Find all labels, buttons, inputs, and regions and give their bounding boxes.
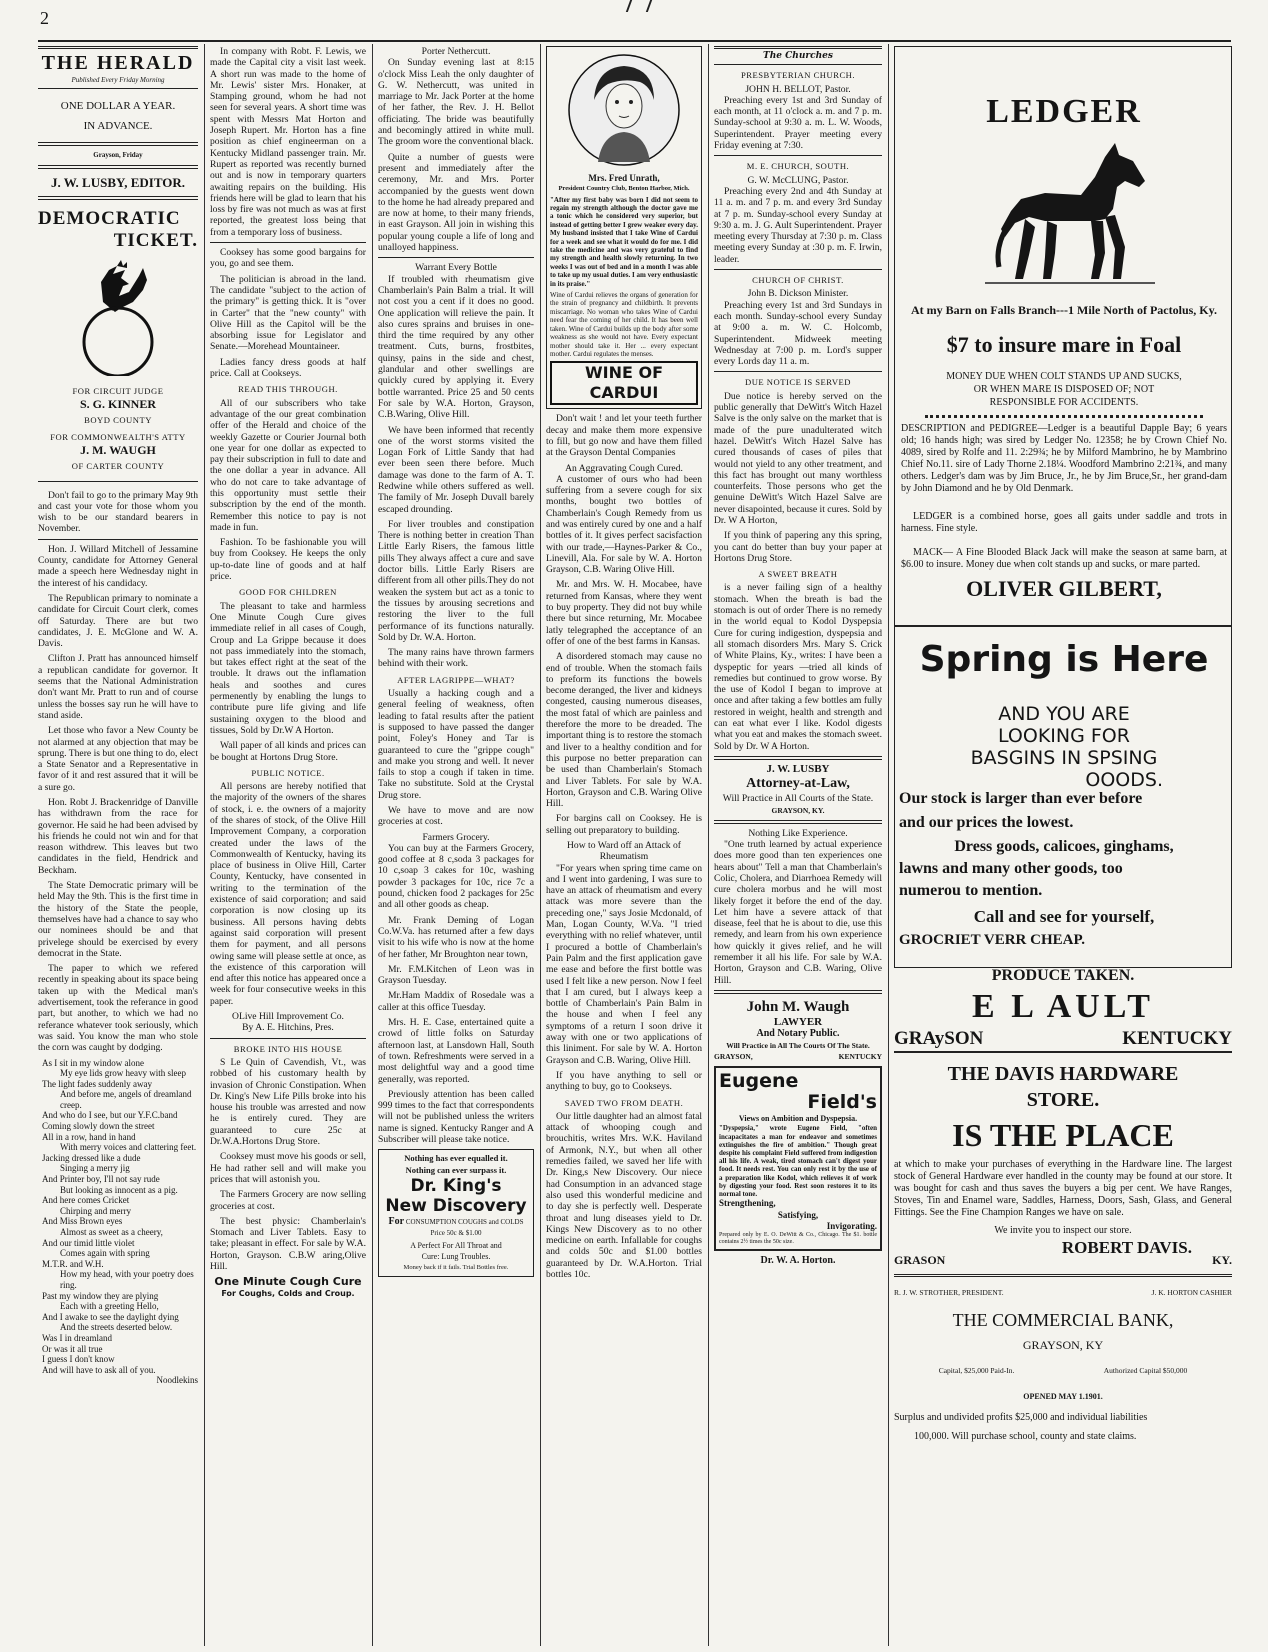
poem-line: How my head, with your poetry does ring.: [60, 1269, 194, 1290]
mack-notice: MACK— A Fine Blooded Black Jack will make the season at same barn, at $6.00 to insure. Money due when colt stands up and sucks, or mare parted.: [901, 547, 1227, 570]
article-paragraph: The State Democratic primary will be held May the 9th. This is the first time in the history of the State the people, themselves have had a chance to say who our nominees should be and that privelege should be exercised by every democrat in the State.: [38, 880, 198, 959]
owner-name: OLIVER GILBERT,: [966, 576, 1162, 601]
article-paragraph: For liver troubles and constipation There is nothing better in creation Than Little Early Risers, the famous little pills They always affect a cure and save doctor bills. Little Early Risers are different from all other pills.They do not weaken the system but act as a tonic to the tissues by arousing secretions and restoring the liver to the full performance of its functions naturally. Sold by Dr. W.A. Horton.: [378, 518, 534, 643]
divider: [38, 165, 198, 169]
article-paragraph: Cooksey must move his goods or sell, He had rather sell and will make you prices that will astonish you.: [210, 1151, 366, 1185]
article-paragraph: A customer of ours who had been suffering from a severe cough for six months, bought two bottles of Chamberlain's Cough Remedy from us and was entirely cured by one and a half bottles of it. It gives perfect sacisfaction with our trade,—Haynes-Parker & Co., Linevill, Ala. For sale by W. A. Horton Grayson, C.B. Waring Olive Hill.: [546, 473, 702, 576]
divider: [714, 371, 882, 372]
portrait: [550, 50, 698, 173]
column-2: [210, 46, 366, 1644]
ledger-title: LEDGER: [986, 93, 1142, 130]
section-heading: Warrant Every Bottle: [415, 262, 497, 274]
column-6: [894, 46, 1232, 1644]
article-paragraph: Mr. Frank Deming of Logan Co.W.Va. has returned after a few days visit to his wife who is now at the home of her father, Mr Broughton near town,: [378, 914, 534, 960]
divider: [714, 269, 882, 270]
dateline: Grayson, Friday: [93, 150, 143, 159]
judge-name: S. G. KINNER: [79, 397, 156, 412]
lusby-card-location: GRAYSON, KY.: [771, 805, 825, 815]
lusby-card-title: Attorney-at-Law,: [746, 776, 850, 792]
ledger-description: LEDGER is a combined horse, goes all gaits under saddle and trots in harness. Fine style.: [901, 511, 1227, 534]
churches-heading: The Churches: [714, 46, 882, 65]
subscription-price: ONE DOLLAR A YEAR.: [60, 100, 176, 113]
eugene-field-ad: [714, 1066, 882, 1251]
article-paragraph: Let those who favor a New County be not alarmed at any objection that may be sprung. There is but one thing to do, elect a State Senator and a Representative in favor of it and rest assured that it will be a sure go.: [38, 725, 198, 793]
article-paragraph: In company with Robt. F. Lewis, we made the Capital city a visit last week. A short run was made to the home of Mr. Lewis' sister Mrs. Honaker, at Stamping ground, whom he had not seen for several years. A short time was spent with Messrs Mat Horton and Joseph Rupert. Mr. Horton has a fine position as chief engineerman on a Kentucky Midland passenger train. Mr. Rupert as reported was recently burned out and is now in temporary quarters awaiting repairs on the building. His friends here will be glad to learn that his loss by fire was not much as was at first reported, the greatest loss being that from a temporary loss of business.: [210, 46, 366, 238]
wine-of-cardui-banner: WINE OF CARDUI: [550, 361, 698, 405]
davis-title: THE DAVIS HARDWARE: [947, 1062, 1179, 1085]
section-heading: READ THIS THROUGH.: [238, 384, 338, 395]
ad-for: For: [388, 1215, 405, 1227]
divider: [714, 155, 882, 156]
bank-opened: OPENED MAY 1.1901.: [1023, 1391, 1103, 1401]
atty-county: OF CARTER COUNTY: [71, 461, 165, 472]
rooster-emblem: [38, 256, 198, 379]
poem-line: Each with a greeting Hello,: [60, 1301, 159, 1312]
cough-cure-ad-sub: For Coughs, Colds and Croup.: [221, 1288, 355, 1298]
article-paragraph: If you have anything to sell or anything to buy, go to Cookseys.: [546, 1069, 702, 1093]
article-paragraph: Ladies fancy dress goods at half price. Call at Cookseys.: [210, 356, 366, 380]
poem-line: Almost as sweet as a cheery,: [60, 1227, 163, 1238]
article-paragraph: Due notice is hereby served on the public generally that DeWitt's Witch Hazel Salve is the only salve on the market that is made of the pure unadulterated witch hazel. DeWitt's Witch Hazel Salve has cured thousands of cases of piles that would not yield to any other treatment, and this fact has brought out many worthless counterfeits. Those persons who get the genuine DeWitt's Witch Hazel Salve are never disapointed, because it cures. Sold by Dr. W A Horton,: [714, 390, 882, 526]
poem-line: And here comes Cricket: [42, 1195, 130, 1206]
page-crease: [626, 0, 652, 12]
ault-city: GRAySON: [894, 1028, 984, 1050]
section-heading: SAVED TWO FROM DEATH.: [564, 1097, 684, 1108]
stock-line: Our stock is larger than ever before: [899, 790, 1143, 807]
section-heading: How to Ward off an Attack of Rheumatism: [567, 840, 681, 863]
column-1: [38, 46, 198, 1644]
masthead: THE HERALD: [41, 52, 195, 74]
editor-name: J. W. LUSBY, EDITOR.: [50, 175, 186, 191]
in-advance: IN ADVANCE.: [83, 119, 153, 132]
article-paragraph: "One truth learned by actual experience does more good than ten experiences one hears about" Tell a man that Chamberlain's Colic, Cholera, and Diarrhoea Remedy will cure cholera morbus and he will most likely forget it before the end of the day. Let him have a severe attack of that disease, feel that he is about to die, use this remedy, and learn from his own experience how quickly it gives relief, and he will remember it all his life. For sale by W.A. Horton, Grayson and C.B. Waring, Olive Hill.: [714, 839, 882, 986]
article-heading: Porter Nethercutt.: [421, 46, 491, 57]
column-rule: [204, 44, 205, 1646]
article-paragraph: The Republican primary to nominate a candidate for Circuit Court clerk, comes off Saturday. There are but two candidates, J. E. McGlone and W. A. Davis.: [38, 592, 198, 650]
article-paragraph: Previously attention has been called 999 times to the fact that correspondents will not be published unless the writers name is signed. Kentucky Ranger and A Subscriber will please take notice.: [378, 1088, 534, 1146]
article-paragraph: For bargins call on Cooksey. He is selling out preparatory to building.: [546, 813, 702, 836]
divider: [714, 820, 882, 824]
article-paragraph: Our little daughter had an almost fatal attack of whooping cough and brouchitis, writes Mrs. W.K. Haviland of Armonk, N.Y., but when all other remedies failed, we saved her life with Dr. King,s New Discovery. Our niece had Consumption in an advanced stage also used this wonderful medicine and to day she is perfectly well. Desperate throat and lung diseases yield to Dr. Kings New Discovery as to no other medicine on earth. Infallable for coughs and colds 50c and $1.00 bottles guaranteed by Dr. W.A.Horton. Trial bottles 10c.: [546, 1110, 702, 1280]
section-heading: AFTER LAGRIPPE—WHAT?: [397, 674, 515, 685]
ault-location: [894, 1028, 1232, 1050]
poem-line: Past my window they are plying: [42, 1290, 159, 1301]
poem-line: Was I in dreamland: [42, 1332, 113, 1343]
article-paragraph: Mr.Ham Maddix of Rosedale was a caller at this office Tuesday.: [378, 990, 534, 1013]
article-paragraph: Fashion. To be fashionable you will buy from Cooksey. He keeps the only up-to-date line of goods and at half price.: [210, 537, 366, 583]
article-paragraph: Don't fail to go to the primary May 9th and cast your vote for those whom you wish to be our standard bearers in November.: [38, 489, 198, 535]
cardui-ad: [546, 46, 702, 409]
column-rule: [540, 44, 541, 1646]
terms-line: OR WHEN MARE IS DISPOSED OF; NOT: [973, 384, 1155, 395]
pedigree: DESCRIPTION and PEDIGREE—Ledger is a beautiful Dapple Bay; 6 years old; 16 hands high; was sired by Ledger No. 12358; he by Crown Chief No. 4089, sired by Rolfe and 11. 2:29¾; he by Milford Mambrino, he by Mambrino Chief No.11. sire of Lady Thorne 2.18¼. Woodford Mambrino 2:21¾, and many others. Ledger's dam was by Jim Bruce, Jr., he by Jim Bruce,Sr., her grand-dam by John Diamond and he by Old Denmark.: [901, 423, 1227, 494]
poem-line: And Miss Brown eyes: [42, 1216, 123, 1227]
dr-kings-ad: [378, 1149, 534, 1277]
spring-headline: Spring is Here: [919, 639, 1209, 680]
ad-tagline: Nothing can ever surpass it.: [405, 1164, 507, 1175]
cough-cure-ad-title: One Minute Cough Cure: [214, 1275, 362, 1289]
column-3: [378, 46, 534, 1644]
horse-icon: [985, 137, 1155, 287]
church-pastor: JOHN H. BELLOT, Pastor.: [745, 83, 851, 95]
poem-line: And Printer boy, I'll not say rude: [42, 1174, 160, 1185]
terms-line: MONEY DUE WHEN COLT STANDS UP AND SUCKS,: [946, 371, 1182, 382]
notice-signature: OLive Hill Improvement Co.: [232, 1011, 344, 1023]
judge-county: BOYD COUNTY: [84, 415, 152, 426]
church-schedule: Preaching every 1st and 3rd Sunday of each month, at 11 o'clock a. m. and 7 p. m. Sunday-school at 9:30 a. m. L. W. Woods, Superintendent. Prayer meeting every Friday evening at 7:30.: [714, 94, 882, 152]
bank-capital-authorized: Authorized Capital $50,000: [1103, 1366, 1188, 1376]
page-number: 2: [40, 8, 49, 28]
ad-title: Field's: [807, 1091, 877, 1114]
divider: [378, 257, 534, 258]
article-paragraph: Quite a number of guests were present and immediately after the ceremony, Mr. and Mrs. Porter accompanied by the guests went down to the home he had already prepared and are now at home, to their many friends, in east Grayson. All join in wishing this popular young couple a life of long and unalloyed happiness.: [378, 151, 534, 254]
article-paragraph: You can buy at the Farmers Grocery, good coffee at 8 c,soda 3 packages for 10 c,soap 3 cakes for 10c, washing powder 3 packages for 10c, rice 7c a pound, chicken food 2 packages for 25c and all other goods as cheap.: [378, 842, 534, 911]
spring-line: LOOKING FOR: [998, 725, 1130, 747]
ault-state: KENTUCKY: [1122, 1028, 1232, 1050]
article-paragraph: S Le Quin of Cavendish, Vt., was robbed of his customary health by invasion of Chronic Constipation. When Dr. King's New Life Pills broke into his house his trouble was arrested and now he is entirely cured. They are guaranteed to cure 25c at Dr.W.A.Hortons Drug Store.: [210, 1056, 366, 1148]
article-paragraph: Mr. F.M.Kitchen of Leon was in Grayson Tuesday.: [378, 963, 534, 987]
ticket-heading-2: TICKET.: [113, 230, 198, 252]
section-heading: DUE NOTICE IS SERVED: [745, 377, 851, 388]
waugh-state: KENTUCKY: [838, 1051, 882, 1061]
bank-surplus: Surplus and undivided profits $25,000 and individual liabilities: [894, 1411, 1148, 1423]
grocery-line: GROCRIET VERR CHEAP.: [899, 932, 1086, 948]
waugh-card-sub: And Notary Public.: [756, 1028, 840, 1040]
article-paragraph: Don't wait ! and let your teeth further decay and make them more expensive to fill, but go now and have them filled at the Grayson Dental Companies: [546, 413, 702, 459]
ad-title: Dr. King's: [410, 1175, 502, 1196]
church-name: M. E. CHURCH, SOUTH.: [746, 161, 850, 172]
article-paragraph: Wall paper of all kinds and prices can be bought at Hortons Drug Store.: [210, 740, 366, 763]
poem-line: Coming slowly down the street: [42, 1121, 155, 1132]
article-paragraph: Clifton J. Pratt has announced himself a republican candidate for governor. It seems that the National Administration don't want Mr. Pratt to run and of course unless the bosses say run he will have to stand aside.: [38, 653, 198, 721]
ad-prep: Prepared only by E. O. DeWitt & Co., Chicago. The $1. bottle contains 2½ times the 50c size.: [719, 1232, 877, 1246]
ad-slogan: Strengthening,: [719, 1198, 776, 1209]
ad-for-line: [382, 1216, 530, 1240]
divider: [714, 756, 882, 760]
section-heading: Nothing Like Experience.: [748, 827, 848, 839]
divider: [38, 539, 198, 540]
notice-signature: By A. E. Hitchins, Pres.: [242, 1022, 334, 1034]
article-paragraph: is a never failing sign of a healthy stomach. When the breath is bad the stomach is out of order There is no remedy in the world equal to Kodol Dyspepsia Cure for curing indigestion, dyspepsia and all stomach disorders Mrs. Mary S. Crick of White Plains, Ky., writes: I have been a dyspeptic for years —tried all kinds of remedies but continued to grow worse. By the use of Kodol I began to improve at once and after taking a few bottles am fully restored in weight, health and strength and can eat what ever I like. Kodol digests what you eat and makes the stomach sweet. Sold by Dr. W A Horton.: [714, 582, 882, 752]
article-paragraph: The paper to which we refered recently in speaking about its space being taken up with the Medical man's advertisement, took the referance in good part, but another, to which we had no referance whatever took seriously, which was said. You know the man who stole the corn was caught by dodging.: [38, 963, 198, 1054]
poem-line: And the streets deserted below.: [60, 1322, 173, 1333]
stock-line: and our prices the lowest.: [899, 814, 1074, 831]
atty-name: J. M. WAUGH: [80, 442, 156, 457]
insure-price: $7 to insure mare in Foal: [946, 332, 1182, 357]
ad-subtitle: Views on Ambition and Dyspepsia.: [738, 1114, 858, 1124]
spring-line: OOODS.: [1085, 769, 1163, 791]
ads-block: [894, 46, 1232, 968]
article-paragraph: We have been informed that recently one of the worst storms visited the Logan Fork of Little Sandy that had ever been seen there before. Much damage was done to the farm of A. T. Redwine while others suffered as well. The family of Mr. Joseph Duvall barely escaped drounding.: [378, 424, 534, 515]
terms-line: RESPONSIBLE FOR ACCIDENTS.: [989, 397, 1139, 408]
bank-officers: [894, 1287, 1232, 1298]
section-heading: GOOD FOR CHILDREN: [239, 587, 337, 598]
column-rule: [708, 44, 709, 1646]
divider: [38, 142, 198, 146]
poem-line: And our timid little violet: [42, 1237, 135, 1248]
section-heading: A SWEET BREATH: [758, 569, 838, 580]
poem: [38, 1058, 198, 1386]
section-heading: BROKE INTO HIS HOUSE: [233, 1043, 343, 1054]
waugh-city: GRAYSON,: [714, 1051, 753, 1061]
ornament-rule: [925, 415, 1203, 418]
article-paragraph: Hon. J. Willard Mitchell of Jessamine County, candidate for Attorney General made a speech here Wednesday night in the interest of his candidacy.: [38, 543, 198, 589]
goods-line: Dress goods, calicoes, ginghams,: [954, 838, 1174, 855]
davis-headline: IS THE PLACE: [952, 1116, 1174, 1153]
portrait-subcaption: President Country Club, Benton Harbor, Mich.: [558, 184, 690, 192]
poem-line: And who do I see, but our Y.F.C.band: [42, 1110, 178, 1121]
article-paragraph: A disordered stomach may cause no end of trouble. When the stomach fails to preform its functions the bowels become deranged, the liver and kidneys congested, causing numerous diseases, the most fatal of which are painless and therefore the more to be dreaded. The important thing is to restore the stomach and liver to a healthy condition and for this purpose no better preparation can be used than Chamberlain's Stomach and Liver Tablets. For sale by W.A. Horton, Grayson and C.B. Waring Olive Hill.: [546, 651, 702, 810]
goods-line: lawns and many other goods, too: [899, 860, 1123, 877]
poem-line: But looking as innocent as a pig.: [60, 1184, 178, 1195]
church-schedule: Preaching every 1st and 3rd Sundays in each month. Sunday-school every Sunday at 9:00 a. m. W. C. Holcomb, Superintendent. Midweek meeting Wednesday at 7:00 p. m. Lord's supper every Lords day 11 a. m.: [714, 299, 882, 368]
bank-capital-paid: Capital, $25,000 Paid-In.: [938, 1366, 1015, 1376]
church-name: PRESBYTERIAN CHURCH.: [740, 70, 856, 81]
poem-line: Comes again with spring: [60, 1248, 150, 1259]
section-heading: PUBLIC NOTICE.: [251, 767, 325, 778]
waugh-card-title: LAWYER: [773, 1015, 823, 1028]
poem-line: And before me, angels of dreamland creep.: [60, 1089, 192, 1110]
poem-line: M.T.R. and W.H.: [42, 1258, 104, 1269]
bank-cashier: J. K. HORTON CASHIER: [1151, 1288, 1232, 1298]
ad-slogan: Satisfying,: [777, 1209, 819, 1220]
barn-location: At my Barn on Falls Branch---1 Mile North of Pactolus, Ky.: [911, 303, 1217, 317]
waugh-card-location: [714, 1051, 882, 1062]
bank-president: R. J. W. STROTHER, PRESIDENT.: [894, 1288, 1004, 1298]
atty-label: FOR COMMONWEALTH'S ATTY: [50, 431, 186, 442]
davis-body: at which to make your purchases of everything in the Hardware line. The largest stock of General Hardware ever handled in the county may be found at our store. It was bought for cash and thus saves the buyers a big per cent. We have Ranges, Stoves, Tin and Enamel ware, Saddles, Harness, Doors, Sash, Glass, and General Fittings. See the Fine Champion Ranges we have on sale.: [894, 1158, 1232, 1218]
divider: [714, 990, 882, 994]
column-rule: [888, 44, 889, 1646]
divider: [895, 625, 1232, 627]
poem-line: All in a row, hand in hand: [42, 1131, 136, 1142]
produce-line: PRODUCE TAKEN.: [991, 967, 1135, 984]
church-pastor: G. W. McCLUNG, Pastor.: [747, 174, 849, 186]
rooster-icon: [73, 256, 163, 376]
masthead-block: [38, 46, 198, 89]
ad-seller: Dr. W. A. Horton.: [760, 1255, 836, 1267]
poem-line: And I awake to see the daylight dying: [42, 1311, 179, 1322]
article-paragraph: The politician is abroad in the land. The candidate "subject to the action of the primary" is getting thick. It is "over in Carter" that the "new county" with Olive Hill as the Capitol will be the absorbing issue for Legislator and Senate.—Morehead Mountaineer.: [210, 273, 366, 353]
ad-price: Price 50c & $1.00: [430, 1229, 482, 1238]
lusby-card-name: J. W. LUSBY: [766, 762, 830, 775]
ad-title: Eugene: [719, 1070, 799, 1093]
spring-line: AND YOU ARE: [998, 703, 1130, 725]
article-paragraph: On Sunday evening last at 8:15 o'clock Miss Leah the only daughter of G. W. Nethercutt, was united in marriage to Mr. Jack Porter at the home of her father, the Rev. J. H. Bellot officiating. The bride was beautifully and becomingly attired in white mull. The groom wore the conventional black.: [378, 57, 534, 148]
church-schedule: Preaching every 2nd and 4th Sunday at 11 a. m. and 7 p. m. and every 3rd Sunday at 7 p. m. Sunday-school every Sunday at 9:30 a. m. J. G. Ault Superintendent. Prayer meeting every Thursday at 7:30 p. m. Class meeting every Sunday at :30 p. m. F. Irwin, leader.: [714, 185, 882, 265]
article-paragraph: If troubled with rheumatism give Chamberlain's Pain Balm a trial. It will not cost you a cent if it does no good. One application will relieve the pain. It also cures sprains and bruises in one-third the time required by any other treatment. Cuts, burns, frostbites, quinsy, pains in the side and chest, glandular and other swellings are quickly cured by applying it. Every bottle warranted. Price 25 and 50 cents For sale by W.A. Horton, Grayson, C.B.Waring, Olive Hill.: [378, 273, 534, 421]
poem-line: I guess I don't know: [42, 1354, 115, 1365]
davis-city: GRASON: [894, 1253, 946, 1268]
article-paragraph: Mrs. H. E. Case, entertained quite a crowd of little folks on Saturday afternoon last, at Lansdown Hall, South of town. Refreshments were served in a most delightful way and a good time generally, was reported.: [378, 1017, 534, 1085]
notice-signature: Farmers Grocery.: [422, 831, 490, 843]
divider: [894, 1274, 1232, 1277]
column-4: [546, 46, 702, 1644]
published-line: Published Every Friday Morning: [71, 76, 165, 84]
article-paragraph: Mr. and Mrs. W. H. Mocabee, have returned from Kansas, where they went to buy property. They did not buy while there but since returning, Mr. Mocabee latly telegraphed the acceptance of an offer of one of the best farms in Kansas.: [546, 579, 702, 647]
poem-line: Singing a merry jig: [60, 1163, 130, 1174]
poem-line: As I sit in my window alone: [42, 1057, 144, 1068]
ad-body: "Dyspepsia," wrote Eugene Field, "often incapacitates a man for endeavor and sometimes extinguishes the fire of ambition." Though great despite his complaint Field suffered from indigestion all his life. A weak, tired stomach can't digest your food. It needs rest. You can only rest it by the use of a preparation like Kodol, which relieves it of work by digesting your food. Rest soon restores it to its normal tone.: [719, 1124, 877, 1199]
goods-line: numerou to mention.: [899, 882, 1043, 899]
poem-line: Chirping and merry: [60, 1205, 131, 1216]
church-pastor: John B. Dickson Minister.: [747, 288, 849, 300]
testimonial: "After my first baby was born I did not seem to regain my strength although the doctor gave me a tonic which he considered very superior, but instead of getting better I grew weaker every day. My husband insisted that I take Wine of Cardui for a week and see what it would do for me. I did take the medicine and was very grateful to find my strength and health slowly returning. In two weeks I was out of bed and in a month I was able to take up my usual duties. I am very enthusiastic in its praise.": [550, 195, 698, 288]
davis-owner: ROBERT DAVIS.: [1061, 1237, 1192, 1257]
poem-line: With merry voices and clattering feet.: [60, 1142, 197, 1153]
article-paragraph: We have to move and are now groceries at cost.: [378, 805, 534, 828]
ad-tagline: Nothing has ever equalled it.: [404, 1153, 508, 1164]
ad-cure-line: A Perfect For All Throat and: [410, 1240, 502, 1250]
poem-line: My eye lids grow heavy with sleep: [60, 1068, 186, 1079]
davis-state: KY.: [1212, 1253, 1232, 1268]
portrait-caption: Mrs. Fred Unrath,: [588, 173, 660, 184]
ticket-heading-1: DEMOCRATIC: [38, 208, 181, 230]
article-paragraph: All of our subscribers who take advantage of the our great combination offer of the Herald and choice of the weekly Gazette or Courier Journal both one year for one dollar as expected to pay their subscription in full to date and the one dollar a year in advance. All who do not care to take advantage of this opportunity must settle their subscription by the end of the month. Remember this notice to pay is not made in fun.: [210, 397, 366, 533]
church-name: CHURCH OF CHRIST.: [752, 275, 844, 286]
divider: [210, 1038, 366, 1039]
bank-location: GRAYSON, KY: [1022, 1338, 1104, 1353]
article-paragraph: Hon. Robt J. Brackenridge of Danville has withdrawn from the race for governor. He said he had been advised by his friends he could not win and for that reason withdrew. This leaves but two candidates in the field, Hendrick and Beckham.: [38, 796, 198, 876]
waugh-card-text: Will Practice in All The Courts Of The State.: [726, 1040, 870, 1050]
article-paragraph: The best physic: Chamberlain's Stomach and Liver Tablets. Easy to take; pleasant in effect. For sale by W.A. Horton, Grayson. C.B.W aring,Olive Hill.: [210, 1215, 366, 1272]
poem-line: And will have to ask all of you.: [42, 1364, 156, 1375]
divider: [38, 196, 198, 200]
bank-capital: [894, 1365, 1232, 1376]
davis-title: STORE.: [1026, 1088, 1100, 1111]
call-line: Call and see for yourself,: [973, 907, 1155, 926]
article-paragraph: The Farmers Grocery are now selling groceries at cost.: [210, 1189, 366, 1212]
lusby-card-text: Will Practice in All Courts of the State.: [722, 793, 874, 805]
article-paragraph: If you think of papering any this spring, you cant do better than buy your paper at Hortons Drug Store.: [714, 530, 882, 564]
davis-invite: We invite you to inspect our store.: [994, 1224, 1132, 1236]
ad-title: New Discovery: [385, 1195, 527, 1216]
poem-line: The light fades suddenly away: [42, 1078, 152, 1089]
waugh-card-name: John M. Waugh: [746, 998, 850, 1015]
ault-name: E L AULT: [972, 988, 1154, 1026]
article-paragraph: The many rains have thrown farmers behind with their work.: [378, 647, 534, 670]
poem-line: Jacking dressed like a dude: [42, 1152, 141, 1163]
column-5: [714, 46, 882, 1644]
article-paragraph: The pleasant to take and harmless One Minute Cough Cure gives immediate relief in all cases of Cough, Croup and La Grippe because it does not pass immediately into the stomach, but takes effect right at the seat of the trouble. It draws out the inflamation heals and soothes and cures permenently by enabling the lungs to contribute pure life giving and life sustaining oxygen to the blood and tissues, Sold by Dr.W A Horton.: [210, 600, 366, 736]
bank-claims: 100,000. Will purchase school, county and state claims.: [914, 1431, 1137, 1443]
column-rule: [372, 44, 373, 1646]
ad-slogan: Invigorating.: [826, 1220, 877, 1231]
top-rule: [38, 40, 1231, 42]
ad-money-back: Money back if it fails. Trial Bottles free.: [403, 1264, 509, 1272]
woman-portrait-icon: [564, 50, 684, 170]
poem-line: Noodlekins: [156, 1375, 198, 1386]
section-heading: An Aggravating Cough Cured.: [565, 462, 683, 474]
cardui-body: Wine of Cardui relieves the organs of generation for the strain of pregnancy and childbirth. It prevents miscarriage. No woman who takes Wine of Cardui need fear the coming of her child. It has been well taken. Wine of Cardui builds up the body after some weakness as she would not have. Every expectant mother should take it. Her ... every expectant mother. Cardui regulates the menses.: [550, 291, 698, 358]
article-paragraph: Usually a hacking cough and a general feeling of weakness, often leading to fatal results after the patient is supposed to have passed the danger point, Foley's Honey and Tar is guaranteed to cure the "grippe cough" and make you strong and well. It never fails to stop a cough if taken in time. Take no substitute. Sold at the Crystal Drug store.: [378, 688, 534, 801]
ad-conditions: CONSUMPTION COUGHS and COLDS: [405, 1217, 524, 1226]
article-paragraph: "For years when spring time came on and I went into gardening, I was sure to have an attack of rheumatism and every attack was more severe than the preceding one," says Josie Mcdonald, of Man, Logan County, W.Va. "I tried everything with no relief whatever, until I procured a bottle of Chamberlain's Pain Palm and the first application gave me ease and before the first bottle was used I felt like a new person. Now I feel that I am cured, but I always keep a bottle of Chamberlain's Pain Balm in the house and when I feel any symptoms of a return I soon drive it away with one or two applications of this liniment. For sale by W. A. Horton Grayson and C.B. Waring, Olive Hill.: [546, 862, 702, 1066]
judge-label: FOR CIRCUIT JUDGE: [72, 385, 164, 396]
divider: [210, 242, 366, 243]
spring-line: BASGINS IN SPSING: [970, 747, 1158, 769]
ad-cure-line: Cure: Lung Troubles.: [421, 1251, 491, 1261]
article-paragraph: Cooksey has some good bargains for you, go and see them.: [210, 247, 366, 270]
divider: [894, 1051, 1232, 1053]
article-paragraph: All persons are hereby notified that the majority of the owners of the shares of stock, i. e. the owners of a majority of the shares of stock, of the Olive Hill Improvement Company, a corporation created under the laws of the Commonwealth of Kentucky, having its place of business in Olive Hill, Carter County, Kentucky, have consented in writing to the termination of the existence of said corporation; and said corporation is now closing up its business. All persons having debts against said corporation will present them for payment, and all persons owing same will please settle at once, as the existence of this carporation will end after this notice has appeared once a week for four consecutive weeks in this paper.: [210, 781, 366, 1007]
bank-name: THE COMMERCIAL BANK,: [952, 1309, 1174, 1330]
divider: [38, 481, 198, 482]
poem-line: Or was it all true: [42, 1343, 103, 1354]
